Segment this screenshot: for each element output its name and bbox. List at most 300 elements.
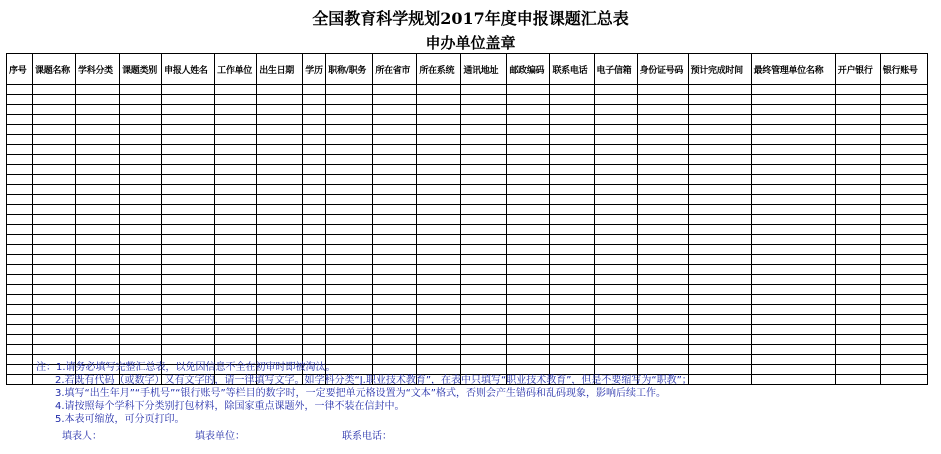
table-cell <box>373 265 417 275</box>
table-cell <box>162 155 215 165</box>
table-cell <box>461 195 507 205</box>
table-cell <box>215 95 257 105</box>
table-cell <box>7 225 33 235</box>
table-cell <box>507 105 550 115</box>
table-cell <box>120 125 162 135</box>
table-cell <box>33 95 76 105</box>
table-cell <box>461 115 507 125</box>
table-cell <box>7 305 33 315</box>
table-cell <box>637 335 688 345</box>
table-cell <box>461 185 507 195</box>
table-cell <box>751 125 835 135</box>
table-cell <box>594 105 637 115</box>
table-cell <box>880 285 927 295</box>
table-cell <box>688 175 751 185</box>
table-cell <box>880 315 927 325</box>
column-header: 通讯地址 <box>461 54 507 85</box>
table-cell <box>373 345 417 355</box>
table-cell <box>76 295 120 305</box>
table-row <box>7 335 928 345</box>
table-cell <box>688 305 751 315</box>
table-cell <box>303 145 326 155</box>
table-cell <box>880 145 927 155</box>
table-cell <box>835 355 880 365</box>
table-cell <box>594 265 637 275</box>
table-cell <box>751 255 835 265</box>
table-cell <box>33 315 76 325</box>
table-row <box>7 215 928 225</box>
table-cell <box>326 325 373 335</box>
table-cell <box>594 255 637 265</box>
column-header: 课题类别 <box>120 54 162 85</box>
table-cell <box>120 245 162 255</box>
table-cell <box>637 185 688 195</box>
table-cell <box>303 255 326 265</box>
table-cell <box>326 85 373 95</box>
table-cell <box>162 315 215 325</box>
table-cell <box>215 175 257 185</box>
table-cell <box>461 95 507 105</box>
table-cell <box>120 215 162 225</box>
table-cell <box>326 185 373 195</box>
table-cell <box>880 355 927 365</box>
table-cell <box>257 295 303 305</box>
table-cell <box>751 145 835 155</box>
table-cell <box>880 375 927 385</box>
table-cell <box>373 105 417 115</box>
table-cell <box>461 145 507 155</box>
table-cell <box>257 345 303 355</box>
table-cell <box>162 105 215 115</box>
table-cell <box>688 135 751 145</box>
table-cell <box>326 115 373 125</box>
table-cell <box>120 335 162 345</box>
table-cell <box>550 165 594 175</box>
table-cell <box>215 255 257 265</box>
table-cell <box>373 315 417 325</box>
table-cell <box>461 325 507 335</box>
table-cell <box>507 335 550 345</box>
table-cell <box>417 235 461 245</box>
table-cell <box>751 85 835 95</box>
table-cell <box>76 115 120 125</box>
table-cell <box>373 235 417 245</box>
table-cell <box>637 235 688 245</box>
table-cell <box>76 185 120 195</box>
table-cell <box>688 105 751 115</box>
table-cell <box>417 105 461 115</box>
table-cell <box>257 165 303 175</box>
table-cell <box>880 295 927 305</box>
table-cell <box>120 305 162 315</box>
table-cell <box>162 125 215 135</box>
column-header: 职称/职务 <box>326 54 373 85</box>
table-cell <box>303 335 326 345</box>
table-cell <box>33 115 76 125</box>
table-cell <box>880 105 927 115</box>
column-header: 工作单位 <box>215 54 257 85</box>
table-cell <box>880 235 927 245</box>
table-row <box>7 105 928 115</box>
table-cell <box>76 195 120 205</box>
table-cell <box>688 215 751 225</box>
table-cell <box>303 95 326 105</box>
table-row <box>7 275 928 285</box>
table-cell <box>326 175 373 185</box>
table-cell <box>751 155 835 165</box>
table-cell <box>507 155 550 165</box>
table-cell <box>880 255 927 265</box>
table-cell <box>637 265 688 275</box>
table-cell <box>215 145 257 155</box>
table-cell <box>688 225 751 235</box>
table-cell <box>373 255 417 265</box>
table-cell <box>417 155 461 165</box>
table-cell <box>880 125 927 135</box>
note-item: 4.请按照每个学科下分类别打包材料，除国家重点课题外，一律不装在信封中。 <box>55 401 405 412</box>
table-cell <box>637 315 688 325</box>
table-cell <box>688 235 751 245</box>
table-cell <box>835 115 880 125</box>
table-cell <box>461 345 507 355</box>
table-cell <box>303 275 326 285</box>
table-cell <box>507 95 550 105</box>
table-cell <box>33 145 76 155</box>
table-cell <box>120 145 162 155</box>
table-cell <box>120 165 162 175</box>
table-cell <box>880 305 927 315</box>
table-cell <box>417 205 461 215</box>
table-cell <box>7 325 33 335</box>
table-cell <box>880 175 927 185</box>
table-cell <box>257 185 303 195</box>
table-cell <box>326 295 373 305</box>
table-cell <box>880 85 927 95</box>
table-cell <box>688 85 751 95</box>
table-cell <box>257 135 303 145</box>
table-cell <box>326 125 373 135</box>
table-cell <box>33 205 76 215</box>
table-cell <box>215 335 257 345</box>
table-row <box>7 235 928 245</box>
table-cell <box>215 135 257 145</box>
table-cell <box>550 245 594 255</box>
table-cell <box>835 315 880 325</box>
table-cell <box>33 125 76 135</box>
table-cell <box>507 85 550 95</box>
table-cell <box>835 295 880 305</box>
table-cell <box>880 195 927 205</box>
table-cell <box>417 185 461 195</box>
note-item: 3.填写“出生年月”“手机号”“银行账号”等栏目的数字时，一定要把单元格设置为“文本”格式，否则会产生错码和乱码现象，影响后续工作。 <box>55 388 666 399</box>
table-cell <box>461 165 507 175</box>
table-cell <box>835 365 880 375</box>
table-cell <box>751 275 835 285</box>
table-cell <box>417 215 461 225</box>
table-cell <box>33 85 76 95</box>
table-cell <box>162 345 215 355</box>
table-cell <box>215 105 257 115</box>
table-cell <box>594 325 637 335</box>
notes-prefix: 注： <box>36 362 56 373</box>
table-cell <box>76 125 120 135</box>
table-cell <box>461 125 507 135</box>
column-header: 学科分类 <box>76 54 120 85</box>
table-cell <box>303 295 326 305</box>
table-cell <box>507 115 550 125</box>
table-cell <box>120 155 162 165</box>
table-cell <box>7 235 33 245</box>
table-cell <box>76 345 120 355</box>
table-cell <box>688 185 751 195</box>
table-cell <box>835 235 880 245</box>
table-cell <box>461 135 507 145</box>
table-cell <box>303 185 326 195</box>
table-cell <box>326 205 373 215</box>
table-cell <box>880 345 927 355</box>
table-cell <box>257 155 303 165</box>
table-cell <box>688 95 751 105</box>
table-cell <box>33 225 76 235</box>
table-cell <box>688 355 751 365</box>
table-cell <box>637 275 688 285</box>
table-cell <box>326 195 373 205</box>
table-cell <box>835 135 880 145</box>
table-cell <box>162 215 215 225</box>
table-cell <box>76 245 120 255</box>
table-cell <box>417 225 461 235</box>
table-cell <box>461 225 507 235</box>
table-cell <box>76 95 120 105</box>
table-cell <box>373 295 417 305</box>
table-cell <box>637 145 688 155</box>
page-subtitle: 申办单位盖章 <box>425 34 516 52</box>
table-cell <box>688 255 751 265</box>
table-cell <box>880 185 927 195</box>
table-cell <box>257 255 303 265</box>
column-header: 课题名称 <box>33 54 76 85</box>
table-cell <box>162 85 215 95</box>
table-cell <box>550 185 594 195</box>
table-cell <box>33 335 76 345</box>
unit-label: 填表单位： <box>195 431 245 442</box>
table-cell <box>33 245 76 255</box>
table-cell <box>303 165 326 175</box>
table-cell <box>835 195 880 205</box>
table-cell <box>417 295 461 305</box>
column-header: 学历 <box>303 54 326 85</box>
table-cell <box>33 135 76 145</box>
table-cell <box>688 205 751 215</box>
table-cell <box>162 95 215 105</box>
table-row <box>7 185 928 195</box>
table-cell <box>507 205 550 215</box>
table-cell <box>507 265 550 275</box>
column-header: 出生日期 <box>257 54 303 85</box>
table-cell <box>637 215 688 225</box>
table-row <box>7 285 928 295</box>
table-cell <box>162 115 215 125</box>
table-cell <box>215 285 257 295</box>
table-cell <box>417 305 461 315</box>
table-cell <box>373 215 417 225</box>
table-cell <box>373 305 417 315</box>
table-cell <box>835 275 880 285</box>
table-cell <box>257 115 303 125</box>
table-cell <box>162 285 215 295</box>
table-cell <box>373 245 417 255</box>
table-cell <box>688 365 751 375</box>
table-cell <box>373 125 417 135</box>
table-cell <box>303 205 326 215</box>
table-cell <box>373 85 417 95</box>
table-cell <box>7 285 33 295</box>
table-cell <box>550 205 594 215</box>
table-cell <box>637 85 688 95</box>
table-cell <box>594 305 637 315</box>
table-cell <box>7 275 33 285</box>
table-cell <box>373 95 417 105</box>
table-cell <box>835 335 880 345</box>
table-cell <box>303 345 326 355</box>
table-cell <box>7 165 33 175</box>
table-cell <box>373 225 417 235</box>
table-cell <box>7 265 33 275</box>
table-cell <box>461 85 507 95</box>
table-cell <box>550 335 594 345</box>
table-cell <box>162 145 215 155</box>
table-cell <box>550 345 594 355</box>
table-cell <box>594 115 637 125</box>
table-cell <box>303 285 326 295</box>
table-cell <box>835 125 880 135</box>
table-cell <box>751 165 835 175</box>
table-cell <box>751 225 835 235</box>
table-cell <box>688 155 751 165</box>
table-cell <box>880 215 927 225</box>
table-cell <box>417 265 461 275</box>
table-cell <box>507 295 550 305</box>
table-cell <box>7 365 33 375</box>
table-cell <box>76 285 120 295</box>
table-row <box>7 115 928 125</box>
table-cell <box>303 315 326 325</box>
table-cell <box>33 265 76 275</box>
table-cell <box>688 295 751 305</box>
table-cell <box>751 235 835 245</box>
table-cell <box>7 205 33 215</box>
table-cell <box>461 205 507 215</box>
column-header: 最终管理单位名称 <box>751 54 835 85</box>
table-cell <box>550 145 594 155</box>
table-cell <box>303 215 326 225</box>
table-cell <box>594 155 637 165</box>
table-cell <box>33 255 76 265</box>
table-cell <box>257 225 303 235</box>
table-row <box>7 295 928 305</box>
table-cell <box>594 125 637 135</box>
table-cell <box>417 145 461 155</box>
table-cell <box>7 255 33 265</box>
table-row <box>7 175 928 185</box>
table-cell <box>326 135 373 145</box>
table-cell <box>215 265 257 275</box>
table-cell <box>550 315 594 325</box>
table-cell <box>594 315 637 325</box>
table-cell <box>7 155 33 165</box>
table-cell <box>417 165 461 175</box>
table-cell <box>373 195 417 205</box>
table-cell <box>880 275 927 285</box>
table-cell <box>688 285 751 295</box>
table-cell <box>751 135 835 145</box>
table-cell <box>688 125 751 135</box>
table-cell <box>637 325 688 335</box>
table-cell <box>637 225 688 235</box>
table-cell <box>688 265 751 275</box>
notes-block <box>36 361 692 426</box>
column-header: 开户银行 <box>835 54 880 85</box>
table-cell <box>835 205 880 215</box>
table-cell <box>461 175 507 185</box>
table-cell <box>880 365 927 375</box>
column-header: 联系电话 <box>550 54 594 85</box>
table-cell <box>880 335 927 345</box>
table-cell <box>162 135 215 145</box>
table-cell <box>326 255 373 265</box>
table-cell <box>215 345 257 355</box>
table-cell <box>257 335 303 345</box>
table-cell <box>550 265 594 275</box>
table-cell <box>33 185 76 195</box>
table-cell <box>373 285 417 295</box>
table-cell <box>688 195 751 205</box>
table-cell <box>162 305 215 315</box>
table-cell <box>7 245 33 255</box>
table-cell <box>688 335 751 345</box>
table-cell <box>417 245 461 255</box>
column-header: 电子信箱 <box>594 54 637 85</box>
table-cell <box>594 185 637 195</box>
table-cell <box>688 145 751 155</box>
table-cell <box>257 315 303 325</box>
table-cell <box>257 205 303 215</box>
table-cell <box>880 265 927 275</box>
table-cell <box>215 205 257 215</box>
table-cell <box>688 165 751 175</box>
table-row <box>7 255 928 265</box>
table-cell <box>637 295 688 305</box>
table-row <box>7 345 928 355</box>
summary-table <box>6 53 928 385</box>
table-cell <box>594 215 637 225</box>
table-cell <box>507 255 550 265</box>
table-cell <box>7 355 33 365</box>
table-cell <box>120 205 162 215</box>
table-cell <box>550 235 594 245</box>
column-header: 银行账号 <box>880 54 927 85</box>
table-cell <box>550 305 594 315</box>
table-cell <box>303 105 326 115</box>
table-cell <box>120 95 162 105</box>
table-cell <box>326 215 373 225</box>
table-cell <box>594 165 637 175</box>
table-header-row <box>7 54 928 85</box>
table-cell <box>461 335 507 345</box>
note-item <box>36 361 692 374</box>
table-cell <box>880 155 927 165</box>
table-cell <box>550 285 594 295</box>
